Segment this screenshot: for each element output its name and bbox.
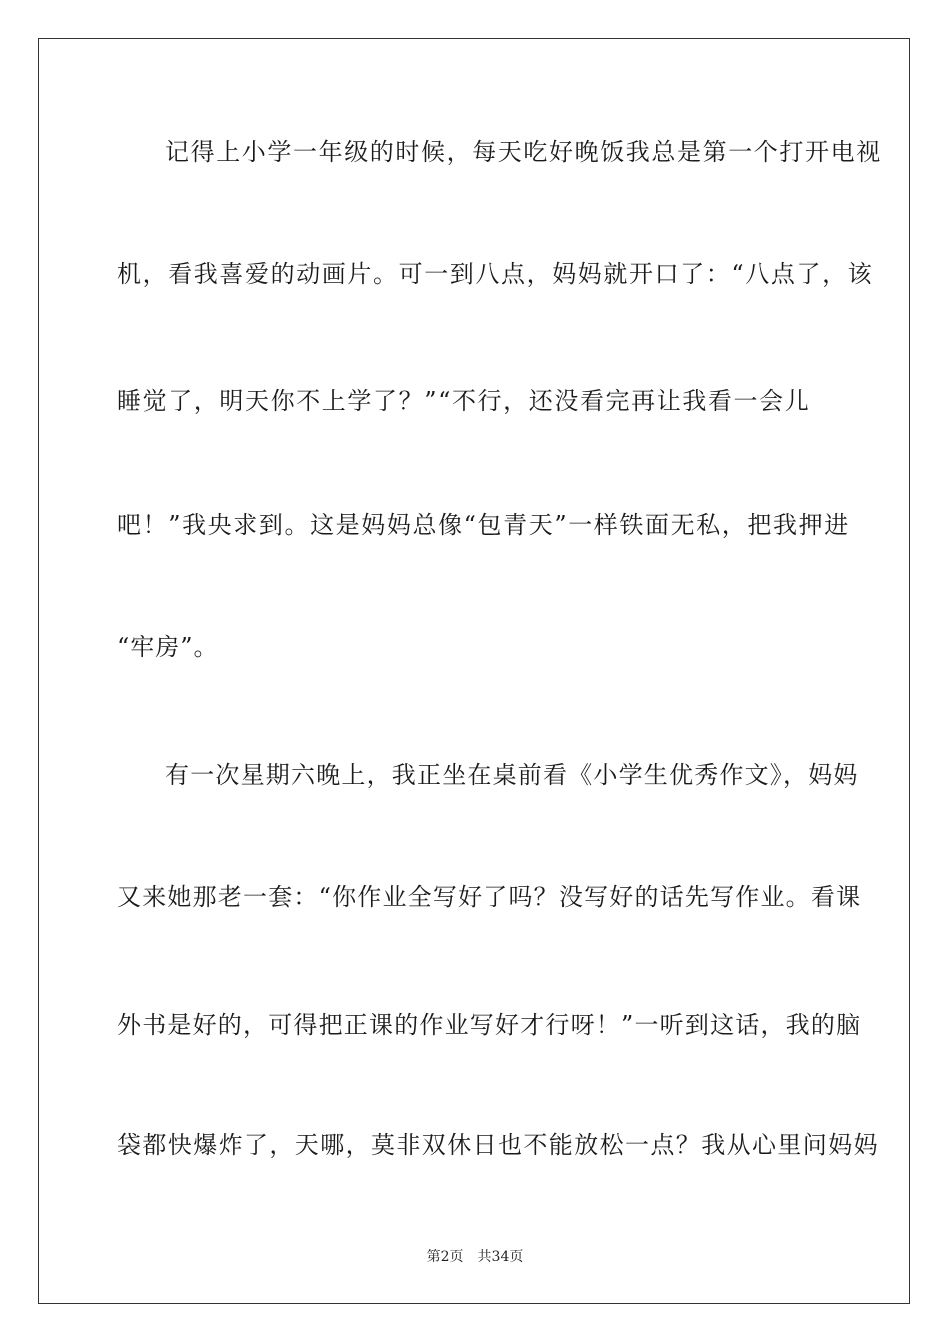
paragraph-1-line-2: 机，看我喜爱的动画片。可一到八点，妈妈就开口了：“八点了，该: [117, 260, 874, 288]
paragraph-1-line-3: 睡觉了，明天你不上学了？”“不行，还没看完再让我看一会儿: [117, 387, 811, 415]
paragraph-1-line-4: 吧！”我央求到。这是妈妈总像“包青天”一样铁面无私，把我押进: [117, 511, 850, 539]
paragraph-2-line-1: 有一次星期六晚上，我正坐在桌前看《小学生优秀作文》，妈妈: [165, 761, 859, 789]
total-pages: 共34页: [477, 1249, 524, 1265]
paragraph-2-line-3: 外书是好的，可得把正课的作业写好才行呀！”一听到这话，我的脑: [117, 1011, 862, 1039]
page-border: [38, 38, 910, 1304]
paragraph-2-line-4: 袋都快爆炸了，天哪，莫非双休日也不能放松一点？我从心里问妈妈: [117, 1131, 879, 1159]
page-number: 第2页: [426, 1249, 464, 1265]
paragraph-1-line-1: 记得上小学一年级的时候，每天吃好晚饭我总是第一个打开电视: [165, 138, 882, 166]
paragraph-2-line-2: 又来她那老一套：“你作业全写好了吗？没写好的话先写作业。看课: [117, 883, 862, 911]
paragraph-1-line-5: “牢房”。: [117, 633, 219, 661]
page-footer: [0, 1248, 950, 1266]
